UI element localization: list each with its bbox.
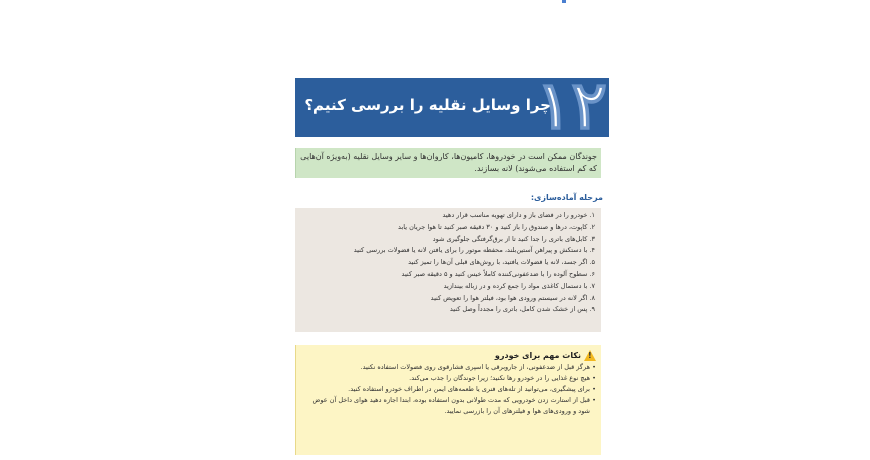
chapter-header: [295, 66, 609, 144]
step-item: ۸. اگر لانه در سیستم ورودی هوا بود، فیلتر هوا را تعویض کنید: [430, 293, 595, 302]
tip-item: • هیچ نوع غذایی را در خودرو رها نکنید؛ زیرا جوندگان را جذب می‌کند.: [300, 373, 596, 384]
tip-item: • هرگز قبل از ضدعفونی، از جاروبرقی یا اسپری فشارقوی روی فضولات استفاده نکنید.: [300, 362, 596, 373]
tip-item: • برای پیشگیری، می‌توانید از تله‌های فنری یا طعمه‌های ایمن در اطراف خودرو استفاده کنید.: [300, 384, 596, 395]
tips-heading: نکات مهم برای خودرو: [494, 350, 581, 360]
step-item: ۶. سطوح آلوده را با ضدعفونی‌کننده کاملاً خیس کنید و ۵ دقیقه صبر کنید: [401, 269, 595, 278]
step-item: ۹. پس از خشک شدن کامل، باتری را مجدداً وصل کنید: [449, 305, 595, 314]
step-item: ۴. با دستکش و پیراهن آستین‌بلند، محفظه موتور را برای یافتن لانه یا فضولات بررسی کنید: [353, 246, 595, 255]
tip-item: • قبل از استارت زدن خودرویی که مدت طولانی بدون استفاده بوده، ابتدا اجازه دهید هوای داخل آن عوض شود و ورودی‌های هوا و فیلترهای آن را بازرسی نمایید.: [300, 395, 596, 417]
step-item: ۷. با دستمال کاغذی مواد را جمع کرده و در زباله بیندازید: [443, 281, 595, 290]
tips-header: [300, 348, 596, 362]
preparation-heading: مرحله آماده‌سازی:: [530, 193, 603, 202]
tips-box: [295, 345, 601, 455]
step-item: ۵. اگر جسد، لانه یا فضولات یافتید، با روش‌های قبلی آن‌ها را تمیز کنید: [408, 258, 595, 267]
blue-mark: [562, 0, 566, 3]
document-page: [295, 60, 609, 460]
step-item: ۲. کاپوت، درها و صندوق را باز کنید و ۳۰ دقیقه صبر کنید تا هوا جریان یابد: [398, 222, 595, 231]
intro-box: [295, 148, 601, 178]
chapter-title: چرا وسایل نقلیه را بررسی کنیم؟: [304, 96, 551, 114]
step-item: ۳. کابل‌های باتری را جدا کنید تا از برق‌گرفتگی جلوگیری شود: [432, 234, 595, 243]
preparation-steps: [295, 208, 601, 332]
warning-icon: !: [584, 350, 596, 361]
step-item: ۱. خودرو را در فضای باز و دارای تهویه مناسب قرار دهید: [442, 211, 595, 219]
intro-text: جوندگان ممکن است در خودروها، کامیون‌ها، کاروان‌ها و سایر وسایل نقلیه (به‌ویژه آن‌هایی که کم استفاده می‌شوند) لانه بسازند.: [300, 152, 597, 173]
chapter-number: ۱۲: [536, 66, 607, 144]
